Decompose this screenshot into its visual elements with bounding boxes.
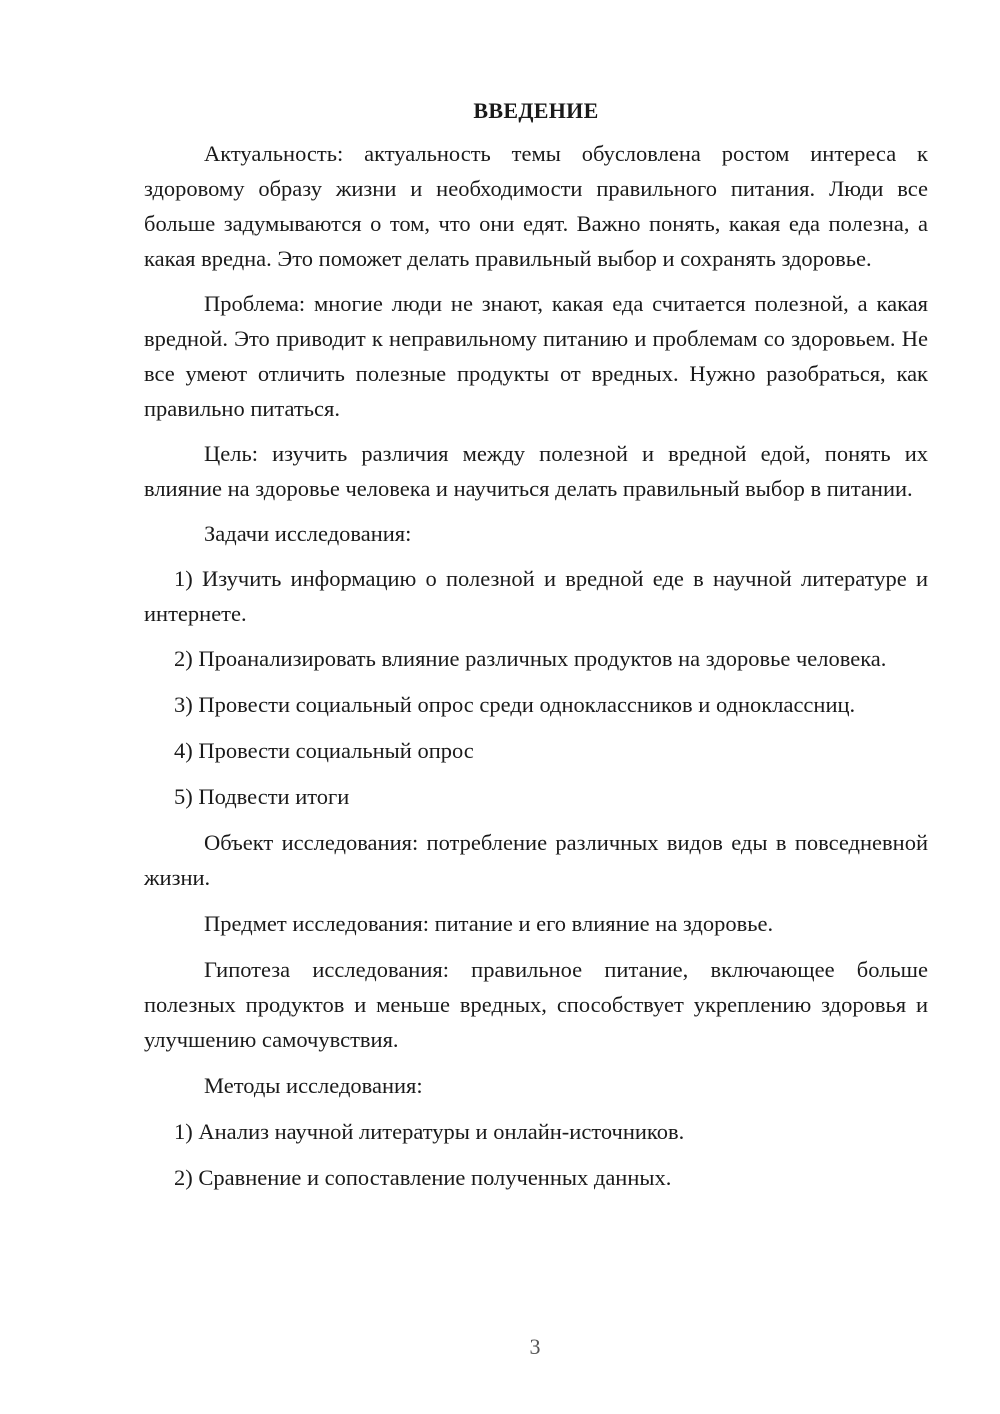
tasks-title: Задачи исследования:: [204, 521, 412, 546]
task-item-3: 3) Провести социальный опрос среди одноклассников и одноклассниц.: [174, 692, 856, 717]
task-item-2: 2) Проанализировать влияние различных продуктов на здоровье человека.: [174, 646, 887, 671]
section-heading: ВВЕДЕНИЕ: [473, 98, 599, 123]
task-item-4: 4) Провести социальный опрос: [174, 738, 474, 763]
subject-paragraph: Предмет исследования: питание и его влияние на здоровье.: [204, 911, 774, 936]
problem-paragraph: Проблема: многие люди не знают, какая еда считается полезной, а какая вредной. Это приводит к неправильному питанию и проблемам со здоровьем. Не все умеют отличить полезные продукты от вредных. Нужно разобраться, как правильно питаться.: [144, 291, 928, 421]
method-item-1: 1) Анализ научной литературы и онлайн-источников.: [174, 1119, 685, 1144]
hypothesis-paragraph: Гипотеза исследования: правильное питание, включающее больше полезных продуктов и меньше вредных, способствует укреплению здоровья и улучшению самочувствия.: [144, 957, 928, 1052]
page-number: 3: [529, 1334, 541, 1359]
relevance-paragraph: Актуальность: актуальность темы обусловлена ростом интереса к здоровому образу жизни и необходимости правильного питания. Люди все больше задумываются о том, что они едят. Важно понять, какая еда полезна, а какая вредна. Это поможет делать правильный выбор и сохранять здоровье.: [144, 141, 928, 271]
object-paragraph: Объект исследования: потребление различных видов еды в повседневной жизни.: [144, 830, 928, 890]
method-item-2: 2) Сравнение и сопоставление полученных данных.: [174, 1165, 672, 1190]
task-item-1: 1) Изучить информацию о полезной и вредной еде в научной литературе и интернете.: [144, 566, 928, 626]
task-item-5: 5) Подвести итоги: [174, 784, 350, 809]
methods-title: Методы исследования:: [204, 1073, 423, 1098]
goal-paragraph: Цель: изучить различия между полезной и вредной едой, понять их влияние на здоровье человека и научиться делать правильный выбор в питании.: [144, 441, 928, 501]
page-content: [144, 96, 928, 1195]
